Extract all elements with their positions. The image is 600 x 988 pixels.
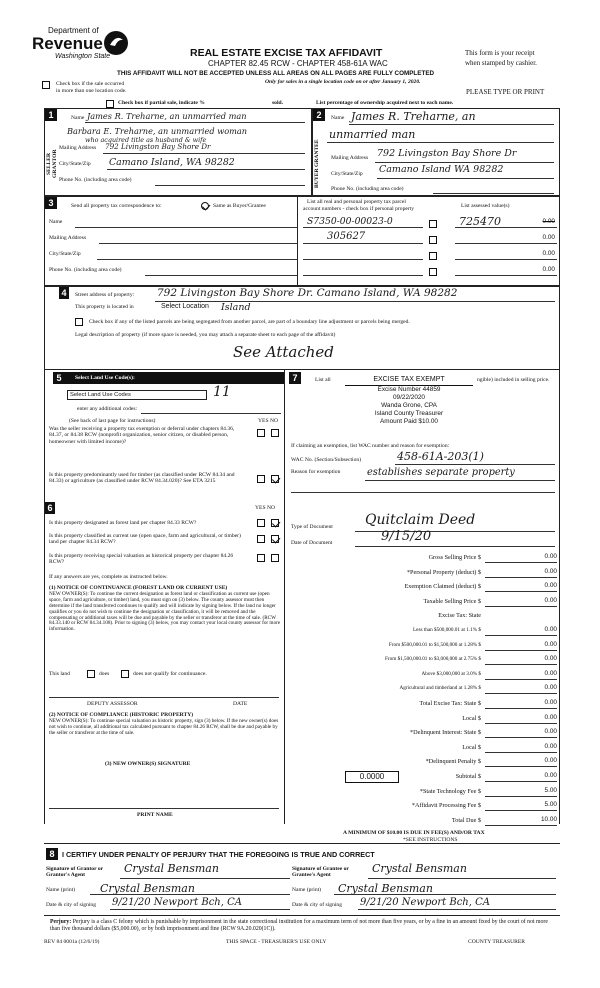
tax-row-label: Total Due $ <box>451 816 481 824</box>
located-in-label: This property is located in <box>75 304 134 310</box>
forest-question: Is this property designated as forest land per chapter 84.33 RCW? <box>49 520 197 526</box>
treasurer-space: THIS SPACE - TREASURER'S USE ONLY <box>226 939 327 945</box>
wac-label: WAC No. (Section/Subsection) <box>291 457 362 463</box>
assessed-value-hand[interactable]: 725470 <box>459 215 501 228</box>
exempt-stamp <box>345 376 473 436</box>
section-8-badge: 8 <box>46 848 58 860</box>
exemption-question: Was the seller receiving a property tax exemption or deferral under chapters 84.36, 84.37, or 84.38 RCW (nonprofit organization, senior citizen, or disabled person, homeowner with limited income)? <box>49 426 235 445</box>
tax-row-label: Agricultural and timberland at 1.28% $ <box>399 685 481 692</box>
perjury-label: Perjury: <box>50 919 72 925</box>
tax-row-label: *Affidavit Processing Fee $ <box>411 802 481 810</box>
seller-name-1[interactable]: James R. Treharne, an unmarried man <box>87 111 247 121</box>
perjury-text: Perjury is a class C felony which is punishable by imprisonment in the state correctional institution for a maximum term of not more than five years, or by a fine in an amount fixed by the court of not more than five thousand dollars ($5,000.00), or by both imprisonment and fine (RCW 9A.20.020(1C)). <box>50 919 548 933</box>
doc-date[interactable]: 9/15/20 <box>381 529 432 544</box>
tax-row-label: *State Technology Fee $ <box>419 787 481 795</box>
stamp-line-2: Excise Number 44859 <box>377 385 441 393</box>
buyer-phone-label: Phone No. (including area code) <box>331 186 404 192</box>
buyer-city[interactable]: Camano Island WA 98282 <box>379 164 504 175</box>
buyer-name-1[interactable]: James R. Treharne, an <box>351 110 476 123</box>
section-6-current-use <box>44 502 284 824</box>
form-chapter: CHAPTER 82.45 RCW - CHAPTER 458-61A WAC <box>208 59 388 68</box>
send-correspondence-label: Send all property tax correspondence to: <box>71 203 162 209</box>
buyer-address-label: Mailing Address <box>331 155 369 161</box>
parcels-header-2: account numbers - check box if personal property <box>303 206 415 212</box>
current-use-no-checkbox[interactable] <box>271 535 279 543</box>
tax-row-value[interactable]: 5.00 <box>544 801 557 809</box>
notice-1-title: (1) NOTICE OF CONTINUANCE (FOREST LAND OR CURRENT USE) <box>49 585 228 591</box>
multi-location-label-2: in more than one location code. <box>56 88 127 94</box>
current-use-question: Is this property classified as current use (open space, farm and agricultural, or timber) land per chapter 84.34 RCW? <box>49 533 241 546</box>
tax-row-line <box>485 737 557 738</box>
grantee-date-city[interactable]: 9/21/20 Newport Bch, CA <box>360 897 490 908</box>
tax-row-line <box>485 577 557 578</box>
print-name-label: PRINT NAME <box>137 812 173 818</box>
deputy-date-label: DATE <box>233 701 248 707</box>
assessed-value-4[interactable]: 0.00 <box>542 266 555 273</box>
tax-row-label: From $1,500,000.01 to $3,000,000 at 2.75% $ <box>385 656 481 663</box>
tax-row-value[interactable]: 0.00 <box>544 757 557 765</box>
tax-row-label: *Personal Property (deduct) $ <box>406 568 481 576</box>
section-1-seller <box>44 108 312 196</box>
timber-no-checkbox[interactable] <box>271 475 279 483</box>
tax-row-line <box>485 766 557 767</box>
buyer-name-2[interactable]: unmarried man <box>329 128 416 141</box>
footer <box>44 915 560 955</box>
grantee-date-label: Date & city of signing <box>292 902 343 908</box>
tax-row-label: From $500,000.01 to $1,500,000 at 1.28% $ <box>388 641 481 648</box>
does-not-label: does not qualify for continuance. <box>133 671 207 677</box>
exemption-no-checkbox[interactable] <box>271 429 279 437</box>
does-label: does <box>99 671 110 677</box>
tax-calculation <box>284 550 560 843</box>
tax-row-line <box>485 591 557 592</box>
minimum-due-note: A MINIMUM OF $10.00 IS DUE IN FEE(S) AND/OR TAX <box>343 830 485 836</box>
tax-row-line <box>485 781 557 782</box>
does-not-qualify-checkbox[interactable] <box>121 670 129 678</box>
stamp-line-5: Island County Treasurer <box>374 409 444 417</box>
multi-location-label-1: Check box if the sale occurred <box>56 81 125 87</box>
tax-row-line <box>485 635 557 636</box>
exemption-yes-checkbox[interactable] <box>257 429 265 437</box>
tax-row-label: Excise Tax: State <box>438 612 481 620</box>
grantor-signature-label: Signature of Grantor or Grantor's Agent <box>46 866 104 879</box>
section-5-badge: 5 <box>53 372 65 384</box>
tax-row-value[interactable]: 0.00 <box>544 553 557 560</box>
legal-description-label: Legal description of property (if more space is needed, you may attach a separate sheet to each page of the affidavit) <box>75 332 336 338</box>
tax-row-line <box>485 825 557 826</box>
grantor-signature[interactable]: Crystal Bensman <box>124 862 219 875</box>
section-7-badge: 7 <box>289 372 301 384</box>
parcel-number-2[interactable]: 305627 <box>327 231 366 242</box>
timber-question: Is this property predominantly used for timber (as classified under RCW 84.34 and 84.33) or agriculture (as classified under RCW 84.34.020)? See ETA 3215 <box>49 472 235 485</box>
tax-row-label: Subtotal $ <box>455 773 481 780</box>
form-title: REAL ESTATE EXCISE TAX AFFIDAVIT <box>190 47 383 59</box>
section-1-badge: 1 <box>45 109 57 121</box>
land-use-title: Select Land Use Code(s): <box>75 375 135 381</box>
seller-name-label: Name <box>71 115 85 121</box>
tax-row-value[interactable]: 0.00 <box>544 772 557 779</box>
seller-name-3[interactable]: who acquired title as husband & wife <box>85 136 207 144</box>
ownership-note: List percentage of ownership acquired next to each name. <box>316 100 454 106</box>
stamp-line-4: Wanda Grone, CPA <box>381 401 437 409</box>
tax-row-label: *Delinquent Interest: State $ <box>410 729 481 737</box>
section-2-badge: 2 <box>313 109 325 121</box>
corr-name-label: Name <box>49 219 63 225</box>
tax-row-label: Local $ <box>462 714 481 722</box>
same-as-buyer-label: Same as Buyer/Grantee <box>213 203 266 209</box>
grantor-date-label: Date & city of signing <box>46 902 97 908</box>
tax-row-line <box>485 562 557 563</box>
tax-row-line <box>485 796 557 797</box>
tax-row-value[interactable]: 0.00 <box>544 684 557 692</box>
tax-row-value[interactable]: 10.00 <box>541 815 557 823</box>
corr-city-label: City/State/Zip <box>49 251 81 257</box>
seller-vlabel: SELLER GRANTOR <box>46 149 58 179</box>
this-land-label: This land <box>49 671 70 677</box>
certify-statement: I CERTIFY UNDER PENALTY OF PERJURY THAT THE FOREGOING IS TRUE AND CORRECT <box>62 850 375 859</box>
new-owner-signature-label: (3) NEW OWNER(S) SIGNATURE <box>105 761 191 767</box>
yes-no-header-5: YES NO <box>258 418 279 424</box>
wac-number[interactable]: 458-61A-203(1) <box>397 450 484 463</box>
personal-property-checkbox-1[interactable] <box>429 220 437 228</box>
tax-row-label: Gross Selling Price $ <box>428 554 481 561</box>
does-qualify-checkbox[interactable] <box>87 670 95 678</box>
receipt-note-2: when stamped by cashier. <box>465 59 537 67</box>
land-use-select[interactable]: Select Land Use Codes <box>67 390 207 400</box>
tax-row-line <box>485 723 557 724</box>
county-treasurer: COUNTY TREASURER <box>468 939 526 945</box>
corr-address-label: Mailing Address <box>49 235 87 241</box>
stamp-line-1: EXCISE TAX EXEMPT <box>345 376 473 386</box>
historic-no-checkbox[interactable] <box>271 554 279 562</box>
please-type: PLEASE TYPE OR PRINT <box>466 88 545 96</box>
seller-city[interactable]: Camano Island, WA 98282 <box>109 157 235 168</box>
if-claiming-label: If claiming an exemption, list WAC number and reason for exemption: <box>291 443 450 449</box>
tax-row-value[interactable]: 0.00 <box>544 728 557 736</box>
tax-row-label: Total Excise Tax: State $ <box>419 700 481 707</box>
agency-logo-text: Revenue <box>32 34 103 53</box>
rev-number: REV 84 0001a (12/6/19) <box>44 939 100 945</box>
tax-row-value[interactable]: 0.00 <box>544 655 557 663</box>
grantee-name-label: Name (print) <box>292 887 322 893</box>
section-4-property <box>44 286 560 370</box>
section-2-buyer <box>312 108 560 196</box>
grantee-name[interactable]: Crystal Bensman <box>338 882 433 895</box>
section-4-badge: 4 <box>59 287 69 299</box>
assessed-value-1[interactable]: 0.00 <box>542 218 555 225</box>
personal-property-checkbox-3[interactable] <box>429 252 437 260</box>
personal-property-checkbox-2[interactable] <box>429 236 437 244</box>
tax-row-label: Exemption Claimed (deduct) $ <box>404 583 481 591</box>
tax-row-label: Taxable Selling Price $ <box>423 597 481 605</box>
tax-row-line <box>485 679 557 680</box>
tax-row-line <box>485 708 557 709</box>
tax-row-label: Above $3,000,000 at 3.0% $ <box>421 670 481 677</box>
section-7-exemption <box>284 370 560 550</box>
header <box>0 0 600 106</box>
seller-city-label: City/State/Zip <box>59 161 91 167</box>
current-use-yes-checkbox[interactable] <box>257 535 265 543</box>
forest-no-checkbox[interactable] <box>271 519 279 527</box>
tax-row-value[interactable]: 0.00 <box>544 699 557 706</box>
tax-row-value[interactable]: 0.00 <box>544 567 557 575</box>
street-address-label: Street address of property: <box>75 292 135 298</box>
historic-question: Is this property receiving special valuation as historical property per chapter 84.26 RCW? <box>49 553 234 566</box>
deputy-assessor-label: DEPUTY ASSESSOR <box>87 701 138 707</box>
if-yes-note: If any answers are yes, complete as instructed below. <box>49 574 168 580</box>
tax-row-value[interactable]: 0.00 <box>544 669 557 677</box>
tax-row-line <box>485 810 557 811</box>
assessed-value-2[interactable]: 0.00 <box>542 234 555 241</box>
reason-label: Reason for exemption <box>291 469 341 475</box>
section-5-land-use <box>44 370 284 502</box>
seller-address-label: Mailing Address <box>59 145 97 151</box>
grantor-date-city[interactable]: 9/21/20 Newport Bch, CA <box>112 897 242 908</box>
perjury-note <box>50 919 556 933</box>
tax-row-label: Local $ <box>462 743 481 751</box>
state-label: Washington State <box>55 53 111 60</box>
seller-address[interactable]: 792 Livingston Bay Shore Dr <box>105 142 211 151</box>
see-back-label: (See back of last page for instructions) <box>69 418 156 424</box>
partial-sale-checkbox[interactable] <box>106 100 114 108</box>
only-for-note: Only for sales in a single location code on or after January 1, 2020. <box>265 79 421 85</box>
dept-label: Department of <box>48 26 99 35</box>
assessed-header: List assessed value(s) <box>461 203 510 209</box>
same-as-buyer-checkbox[interactable] <box>201 202 209 210</box>
doc-date-label: Date of Document <box>291 540 333 546</box>
multi-location-checkbox[interactable] <box>42 81 50 89</box>
grantee-signature[interactable]: Crystal Bensman <box>372 862 467 875</box>
seller-phone-label: Phone No. (including area code) <box>59 177 132 183</box>
tax-row-label: *Delinquent Penalty $ <box>425 758 481 766</box>
tax-row-value[interactable]: 5.00 <box>544 786 557 794</box>
stamp-line-3: 09/22/2020 <box>393 393 425 401</box>
buyer-name-label: Name <box>331 115 345 121</box>
list-all-tail: ngible) included in selling price. <box>477 377 550 383</box>
buyer-city-label: City/State/Zip <box>331 171 363 177</box>
tax-row-value[interactable]: 0.00 <box>544 596 557 604</box>
doc-type[interactable]: Quitclaim Deed <box>365 512 476 528</box>
section-3-badge: 3 <box>45 197 57 209</box>
stamp-line-6: Amount Paid $10.00 <box>380 417 438 425</box>
yes-no-header-6: YES NO <box>255 505 276 511</box>
tax-row-value[interactable]: 0.00 <box>544 582 557 590</box>
tax-row-value[interactable]: 0.00 <box>544 742 557 750</box>
personal-property-checkbox-4[interactable] <box>429 268 437 276</box>
street-address[interactable]: 792 Livingston Bay Shore Dr. Camano Island, WA 98282 <box>157 287 458 299</box>
corr-phone-label: Phone No. (including area code) <box>49 267 122 273</box>
tax-row-value[interactable]: 0.00 <box>544 626 557 633</box>
grantor-name[interactable]: Crystal Bensman <box>100 882 195 895</box>
local-rate-box[interactable]: 0.0000 <box>345 771 399 783</box>
tax-row-label: Less than $500,000.01 at 1.1% $ <box>412 627 481 633</box>
segregated-label: Check box if any of the listed parcels are being segregated from another parcel, are part of a boundary line adjustment or parcels being merged. <box>89 319 410 325</box>
list-all-label: List all <box>315 377 331 383</box>
grantor-name-label: Name (print) <box>46 887 76 893</box>
timber-yes-checkbox[interactable] <box>257 475 265 483</box>
tax-row-line <box>485 752 557 753</box>
location-hand: Island <box>221 302 251 313</box>
notice-2-text: NEW OWNER(S): To continue special valuation as historic property, sign (3) below. If the new owner(s) does not wish to continue, all additional tax calculated pursuant to chapter 84.26 RCW, shall be due and payable by the seller or transferor at the time of sale. <box>49 718 279 736</box>
see-attached[interactable]: See Attached <box>233 343 334 361</box>
doc-type-label: Type of Document <box>291 524 333 530</box>
tax-row-line <box>485 650 557 651</box>
partial-sale-label: Check box if partial sale, indicate % <box>118 100 205 106</box>
notice-1-text: NEW OWNER(S): To continue the current designation as forest land or classification as current use (open space, farm and agriculture, or timber) land, you must sign on (3) below. The county assessor must then determine if the land transferred continues to qualify and will indicate by signing below. If the land no longer qualifies or you do not wish to continue the designation or classification, it will be removed and the compensating or additional taxes will be due and payable by the seller or transferor at the time of sale. (RCW 84.33.140 or RCW 84.34.108). Prior to signing (3) below, you may contact your local county assessor for more information. <box>49 591 281 633</box>
forest-yes-checkbox[interactable] <box>257 519 265 527</box>
tax-row-value[interactable]: 0.00 <box>544 640 557 648</box>
grantee-signature-label: Signature of Grantee or Grantee's Agent <box>292 866 349 879</box>
section-3-correspondence <box>44 196 560 286</box>
parcel-number-1[interactable]: S7350-00-00023-0 <box>307 216 393 227</box>
buyer-address[interactable]: 792 Livingston Bay Shore Dr <box>377 148 517 159</box>
section-8-certification <box>44 843 560 915</box>
land-use-code-hand: 11 <box>213 384 231 400</box>
seller-name-2[interactable]: Barbara E. Treharne, an unmarried woman <box>67 126 248 136</box>
parcels-header-1: List all real and personal property tax parcel <box>307 199 406 205</box>
tax-row-line <box>485 606 557 607</box>
tax-row-value[interactable]: 0.00 <box>544 713 557 721</box>
tax-row-line <box>485 693 557 694</box>
receipt-note-1: This form is your receipt <box>465 49 535 57</box>
segregated-checkbox[interactable] <box>75 318 83 326</box>
form-warning: THIS AFFIDAVIT WILL NOT BE ACCEPTED UNLESS ALL AREAS ON ALL PAGES ARE FULLY COMPLETED <box>117 70 435 77</box>
buyer-vlabel: BUYER GRANTEE <box>314 139 320 189</box>
section-6-badge: 6 <box>45 502 55 514</box>
historic-yes-checkbox[interactable] <box>257 554 265 562</box>
tax-row-line <box>485 664 557 665</box>
assessed-value-3[interactable]: 0.00 <box>542 250 555 257</box>
notice-2-title: (2) NOTICE OF COMPLIANCE (HISTORIC PROPERTY) <box>49 712 194 718</box>
see-instructions-note: *SEE INSTRUCTIONS <box>403 837 458 843</box>
exemption-reason[interactable]: establishes separate property <box>367 467 515 478</box>
sold-label: sold. <box>272 100 284 106</box>
additional-codes-label: enter any additional codes: <box>77 406 138 412</box>
select-location-dropdown[interactable]: Select Location <box>161 303 209 310</box>
